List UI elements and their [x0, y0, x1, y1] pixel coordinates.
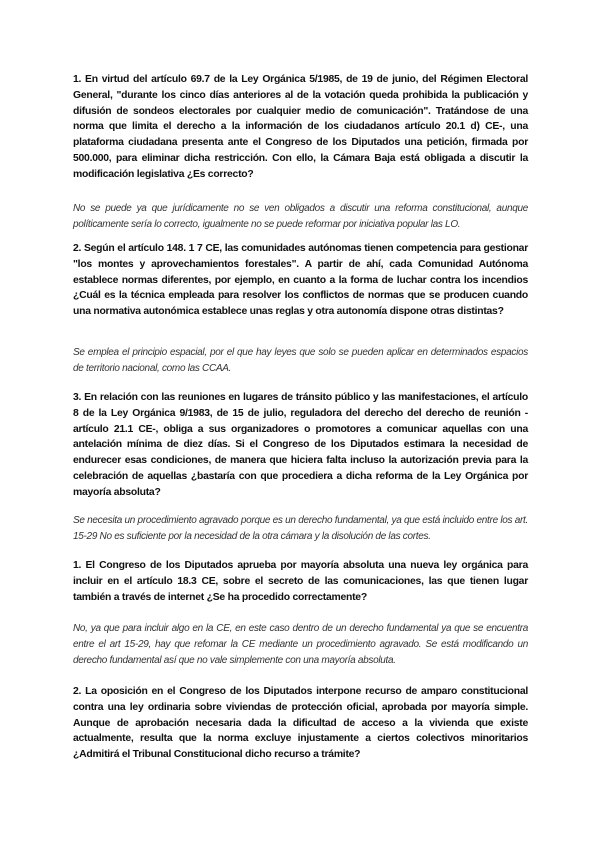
- answer-2: Se emplea el principio espacial, por el que hay leyes que solo se pueden aplicar en determinados espacios de territorio nacional, como las CCAA.: [73, 347, 528, 374]
- answer-3: Se necesita un procedimiento agravado porque es un derecho fundamental, ya que está incluido entre los art. 15-29 No es suficiente por la necesidad de la otra cámara y la disolución de las cortes.: [73, 515, 528, 542]
- question-2: 2. Según el artículo 148. 1 7 CE, las comunidades autónomas tienen competencia para gestionar "los montes y aprovechamientos forestales". A partir de ahí, cada Comunidad Autónoma establece normas diferentes, por ejemplo, en cuanto a la forma de luchar contra los incendios ¿Cuál es la técnica empleada para resolver los conflictos de normas que se producen cuando una normativa autonómica establece unas reglas y otra autonomía dispone otras distintas?: [73, 243, 528, 318]
- question-4: 1. El Congreso de los Diputados aprueba por mayoría absoluta una nueva ley orgánica para incluir en el artículo 18.3 CE, sobre el secreto de las comunicaciones, las que tienen lugar también a través de internet ¿Se ha procedido correctamente?: [73, 560, 528, 603]
- answer-4: No, ya que para incluir algo en la CE, en este caso dentro de un derecho fundamental ya que se encuentra entre el art 15-29, hay que refomar la CE mediante un procedimiento agravado. Se está modificando un derecho fundamental así que no vale simplemente con una mayoría absoluta.: [73, 623, 528, 666]
- question-5: 2. La oposición en el Congreso de los Diputados interpone recurso de amparo constitucional contra una ley ordinaria sobre viviendas de protección oficial, aprobada por mayoría simple. Aunque de aprobación necesaria dada la dificultad de acceso a la vivienda que existe actualmente, resulta que la norma excluye injustamente a ciertos colectivos minoritarios ¿Admitirá el Tribunal Constitucional dicho recurso a trámite?: [73, 686, 528, 761]
- question-3: 3. En relación con las reuniones en lugares de tránsito público y las manifestaciones, el artículo 8 de la Ley Orgánica 9/1983, de 15 de julio, reguladora del derecho del derecho de reunión -artículo 21.1 CE-, obliga a sus organizadores o promotores a comunicar aquellas con una antelación mínima de diez días. Si el Congreso de los Diputados estimara la necesidad de endurecer esas condiciones, de manera que hiciera falta incluso la autorización previa para la celebración de aquellas ¿bastaría con que procediera a dicha reforma de la Ley Orgánica por mayoría absoluta?: [73, 392, 528, 498]
- answer-1: No se puede ya que jurídicamente no se ven obligados a discutir una reforma constitucional, aunque políticamente sería lo correcto, igualmente no se puede reformar por iniciativa popular las LO.: [73, 203, 528, 230]
- question-1: 1. En virtud del artículo 69.7 de la Ley Orgánica 5/1985, de 19 de junio, del Régimen Electoral General, "durante los cinco días anteriores al de la votación queda prohibida la publicación y difusión de sondeos electorales por cualquier medio de comunicación". Tratándose de una norma que limita el derecho a la información de los ciudadanos artículo 20.1 d) CE-, una plataforma ciudadana presenta ante el Congreso de los Diputados una petición, firmada por 500.000, para eliminar dicha restricción. Con ello, la Cámara Baja está obligada a discutir la modificación legislativa ¿Es correcto?: [73, 74, 528, 180]
